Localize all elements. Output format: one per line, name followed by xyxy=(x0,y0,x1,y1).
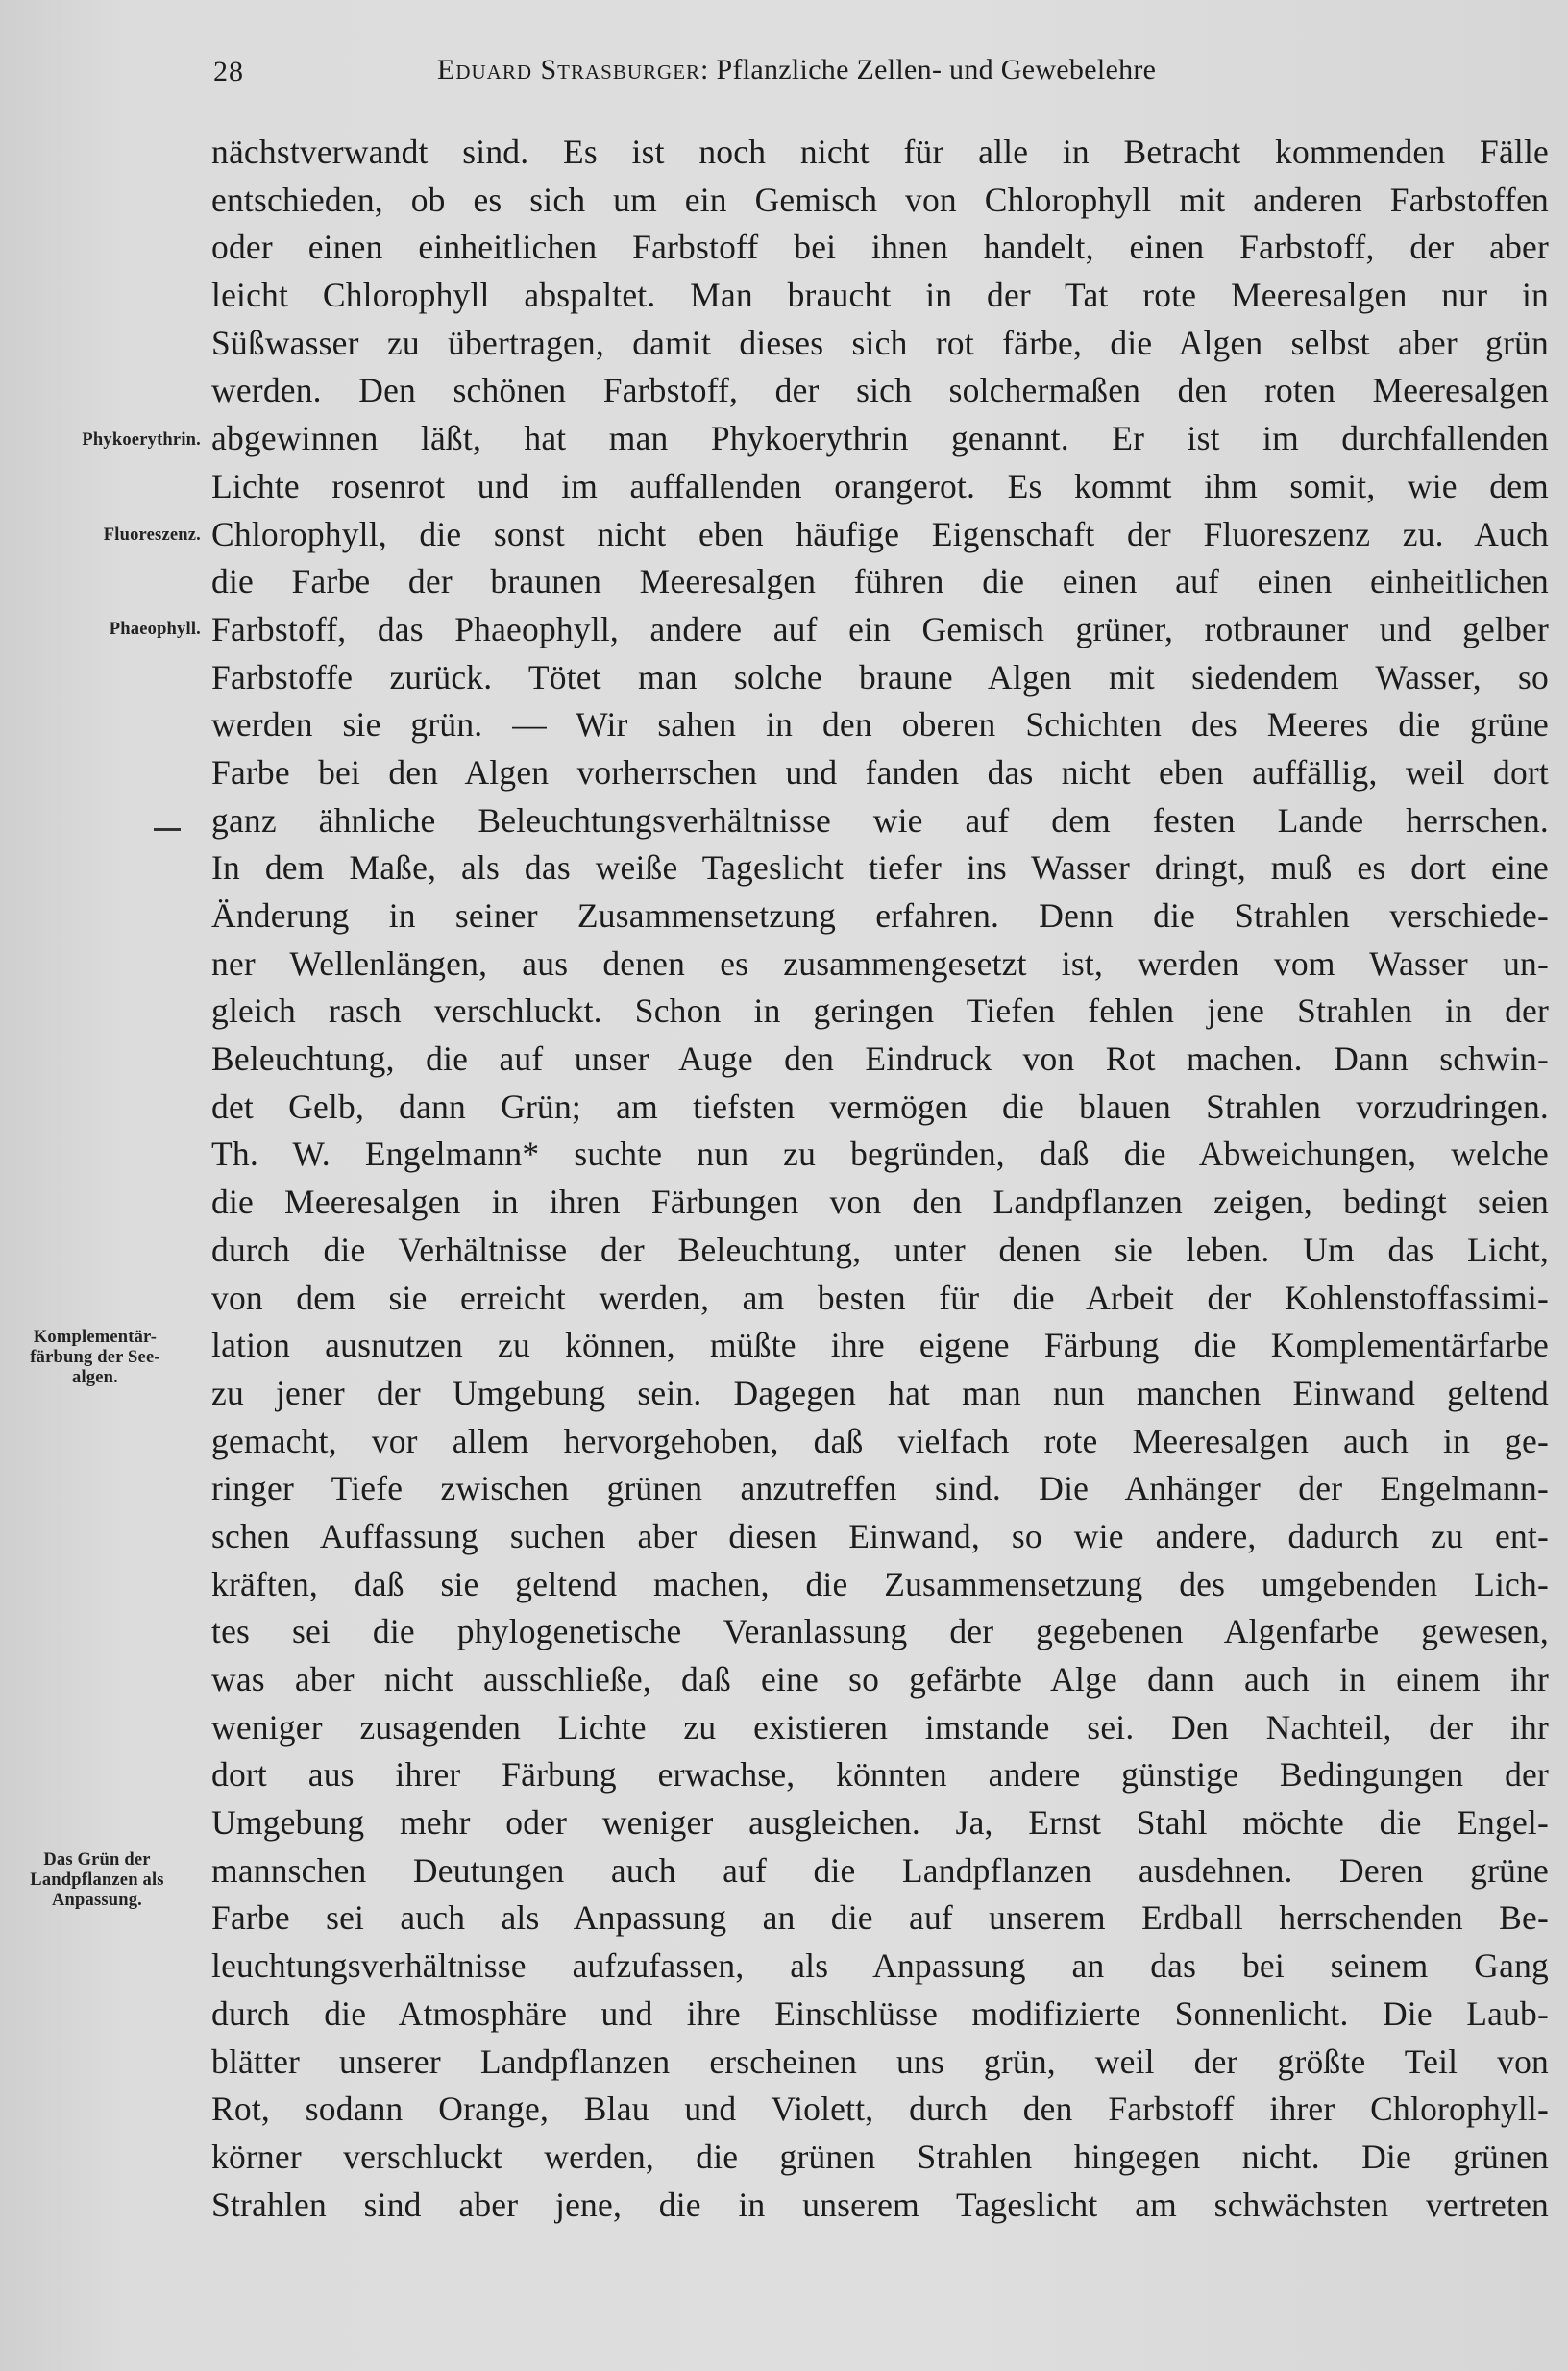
text-line: kräften, daß sie geltend machen, die Zusammensetzung des umgebenden Lich- xyxy=(211,1564,1549,1603)
text-line: Beleuchtung, die auf unser Auge den Eindruck von Rot machen. Dann schwin- xyxy=(211,1039,1549,1079)
margin-note-phykoerythrin: Phykoerythrin. xyxy=(82,430,201,450)
text-line: In dem Maße, als das weiße Tageslicht tiefer ins Wasser dringt, muß es dort eine xyxy=(211,848,1549,888)
text-line: gleich rasch verschluckt. Schon in geringen Tiefen fehlen jene Strahlen in der xyxy=(211,991,1549,1031)
text-line: ganz ähnliche Beleuchtungsverhältnisse wie auf dem festen Lande herrschen. xyxy=(211,800,1549,840)
text-line: Farbstoff, das Phaeophyll, andere auf ein Gemisch grüner, rotbrauner und gelber xyxy=(211,609,1549,648)
text-line: ringer Tiefe zwischen grünen anzutreffen sind. Die Anhänger der Engelmann- xyxy=(211,1469,1549,1508)
margin-note-komplementaerfaerbung: Komplementär- färbung der See- algen. xyxy=(30,1328,160,1387)
text-line: tes sei die phylogenetische Veranlassung der gegebenen Algenfarbe gewesen, xyxy=(211,1612,1549,1651)
margin-dash-mark xyxy=(154,828,181,831)
text-line: Strahlen sind aber jene, die in unserem Tageslicht am schwächsten vertreten xyxy=(211,2185,1549,2224)
text-line: Umgebung mehr oder weniger ausgleichen. Ja, Ernst Stahl möchte die Engel- xyxy=(211,1803,1549,1843)
text-line: gemacht, vor allem hervorgehoben, daß vielfach rote Meeresalgen auch in ge- xyxy=(211,1421,1549,1460)
text-line: abgewinnen läßt, hat man Phykoerythrin genannt. Er ist im durchfallenden xyxy=(211,419,1549,458)
text-line: Chlorophyll, die sonst nicht eben häufige Eigenschaft der Fluoreszenz zu. Auch xyxy=(211,514,1549,553)
text-line: mannschen Deutungen auch auf die Landpflanzen ausdehnen. Deren grüne xyxy=(211,1850,1549,1890)
text-line: nächstverwandt sind. Es ist noch nicht für alle in Betracht kommenden Fälle xyxy=(211,133,1549,171)
text-line: Farbstoffe zurück. Tötet man solche braune Algen mit siedendem Wasser, so xyxy=(211,657,1549,697)
body-text xyxy=(211,129,1549,2229)
text-line: schen Auffassung suchen aber diesen Einwand, so wie andere, dadurch zu ent- xyxy=(211,1516,1549,1555)
text-line: körner verschluckt werden, die grünen Strahlen hingegen nicht. Die grünen xyxy=(211,2137,1549,2176)
text-line: Änderung in seiner Zusammensetzung erfahren. Denn die Strahlen verschiede- xyxy=(211,896,1549,935)
text-line: Rot, sodann Orange, Blau und Violett, durch den Farbstoff ihrer Chlorophyll- xyxy=(211,2090,1549,2129)
text-line: durch die Verhältnisse der Beleuchtung, unter denen sie leben. Um das Licht, xyxy=(211,1230,1549,1269)
text-line: lation ausnutzen zu können, müßte ihre eigene Färbung die Komplementärfarbe xyxy=(211,1326,1549,1365)
text-line: zu jener der Umgebung sein. Dagegen hat man nun manchen Einwand geltend xyxy=(211,1373,1549,1412)
text-line: durch die Atmosphäre und ihre Einschlüsse modifizierte Sonnenlicht. Die Laub- xyxy=(211,1993,1549,2033)
running-head-author: Eduard Strasburger xyxy=(437,54,701,86)
text-line: leuchtungsverhältnisse aufzufassen, als Anpassung an das bei seinem Gang xyxy=(211,1946,1549,1986)
text-line: Farbe sei auch als Anpassung an die auf unserem Erdball herrschenden Be- xyxy=(211,1898,1549,1938)
margin-note-gruen-anpassung: Das Grün der Landpflanzen als Anpassung. xyxy=(30,1850,164,1910)
margin-note-phaeophyll: Phaeophyll. xyxy=(109,620,201,639)
page-number: 28 xyxy=(213,56,244,87)
text-line: dort aus ihrer Färbung erwachse, könnten andere günstige Bedingungen der xyxy=(211,1755,1549,1795)
text-line: oder einen einheitlichen Farbstoff bei ihnen handelt, einen Farbstoff, der aber xyxy=(211,228,1549,267)
text-line: von dem sie erreicht werden, am besten für die Arbeit der Kohlenstoffassimi- xyxy=(211,1278,1549,1317)
text-line: Farbe bei den Algen vorherrschen und fanden das nicht eben auffällig, weil dort xyxy=(211,752,1549,792)
text-line: werden sie grün. — Wir sahen in den oberen Schichten des Meeres die grüne xyxy=(211,705,1549,745)
page-header xyxy=(211,50,1547,98)
text-line: Süßwasser zu übertragen, damit dieses sich rot färbe, die Algen selbst aber grün xyxy=(211,323,1549,362)
text-line: ner Wellenlängen, aus denen es zusammengesetzt ist, werden vom Wasser un- xyxy=(211,943,1549,983)
text-line: entschieden, ob es sich um ein Gemisch von Chlorophyll mit anderen Farbstoffen xyxy=(211,180,1549,219)
text-line: Lichte rosenrot und im auffallenden orangerot. Es kommt ihm somit, wie dem xyxy=(211,466,1549,505)
text-line: die Farbe der braunen Meeresalgen führen die einen auf einen einheitlichen xyxy=(211,562,1549,601)
margin-note-fluoreszenz: Fluoreszenz. xyxy=(103,526,201,545)
text-line: weniger zusagenden Lichte zu existieren imstande sei. Den Nachteil, der ihr xyxy=(211,1707,1549,1747)
text-line: det Gelb, dann Grün; am tiefsten vermögen die blauen Strahlen vorzudringen. xyxy=(211,1087,1549,1126)
text-line: leicht Chlorophyll abspaltet. Man braucht in der Tat rote Meeresalgen nur in xyxy=(211,276,1549,315)
text-line: Th. W. Engelmann* suchte nun zu begründen, daß die Abweichungen, welche xyxy=(211,1135,1549,1174)
running-head-title: : Pflanzliche Zellen- und Gewebelehre xyxy=(700,54,1157,86)
text-line: blätter unserer Landpflanzen erscheinen uns grün, weil der größte Teil von xyxy=(211,2041,1549,2081)
running-head xyxy=(437,54,1156,86)
text-line: die Meeresalgen in ihren Färbungen von den Landpflanzen zeigen, bedingt seien xyxy=(211,1183,1549,1222)
text-line: was aber nicht ausschließe, daß eine so gefärbte Alge dann auch in einem ihr xyxy=(211,1660,1549,1699)
text-line: werden. Den schönen Farbstoff, der sich solchermaßen den roten Meeresalgen xyxy=(211,371,1549,410)
